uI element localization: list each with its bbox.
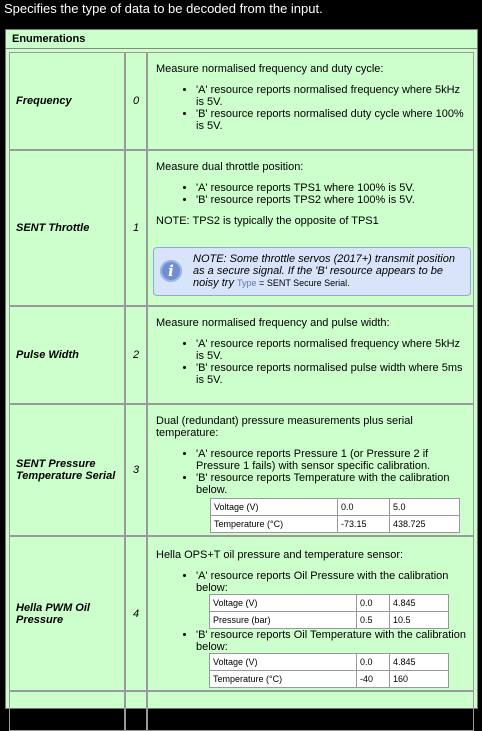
list-item: • 'A' resource reports Pressure 1 (or Pressure 2 if Pressure 1 fails) with sensor specific calibration. bbox=[196, 448, 467, 472]
table-row bbox=[9, 52, 474, 150]
table-row bbox=[9, 404, 474, 536]
table-row bbox=[9, 691, 474, 731]
note-text: NOTE: Some throttle servos (2017+) transmit position as a secure signal. If the 'B' resource appears to be noisy try bbox=[193, 253, 455, 289]
table-cell: 5.0 bbox=[390, 499, 460, 516]
info-icon: i bbox=[160, 260, 182, 282]
calibration-table bbox=[209, 653, 449, 688]
table-cell: -73.15 bbox=[338, 516, 390, 533]
table-cell: 4.845 bbox=[390, 654, 449, 671]
description-intro: Hella OPS+T oil pressure and temperature sensor: bbox=[156, 549, 404, 561]
note-equals: = bbox=[256, 278, 267, 288]
note-end: . bbox=[347, 278, 350, 288]
enum-name: Hella PWM Oil Pressure bbox=[16, 601, 90, 626]
list-item: • 'B' resource reports normalised duty cycle where 100% is 5V. bbox=[196, 108, 467, 132]
table-cell: 0.0 bbox=[357, 654, 390, 671]
table-cell: Temperature (°C) bbox=[210, 671, 357, 688]
note-value: SENT Secure Serial bbox=[266, 278, 348, 288]
calibration-table bbox=[210, 498, 460, 533]
table-cell: 160 bbox=[390, 671, 449, 688]
table-cell: 0.0 bbox=[338, 499, 390, 516]
enum-name: Frequency bbox=[16, 95, 72, 107]
table-cell: 0.0 bbox=[357, 595, 390, 612]
table-cell: Voltage (V) bbox=[211, 499, 338, 516]
enum-name: SENT Throttle bbox=[16, 222, 90, 234]
table-cell: 438.725 bbox=[390, 516, 460, 533]
description-intro: Measure dual throttle position: bbox=[156, 161, 304, 173]
table-row bbox=[9, 536, 474, 691]
enum-value: 0 bbox=[132, 95, 140, 107]
list-item: • 'B' resource reports TPS2 where 100% is 5V. bbox=[196, 194, 467, 206]
table-row bbox=[9, 150, 474, 306]
table-cell: 10.5 bbox=[390, 612, 449, 629]
table-cell: 0.5 bbox=[357, 612, 390, 629]
table-cell: Voltage (V) bbox=[210, 595, 357, 612]
description-intro: Measure normalised frequency and duty cycle: bbox=[156, 63, 384, 75]
enum-value: 2 bbox=[132, 349, 140, 361]
enum-value: 3 bbox=[132, 464, 140, 476]
enumerations-table bbox=[5, 29, 478, 709]
description-intro: Dual (redundant) pressure measurements plus serial temperature: bbox=[156, 415, 413, 439]
table-row bbox=[9, 306, 474, 404]
list-item: • 'B' resource reports Oil Temperature with the calibration below: Voltage (V) 0.0 4.845 Temperature (°C) -40 160 bbox=[196, 629, 467, 688]
page-description: Specifies the type of data to be decoded from the input. bbox=[4, 1, 323, 16]
table-cell: Pressure (bar) bbox=[210, 612, 357, 629]
enum-value: 1 bbox=[132, 222, 140, 234]
enum-name: SENT Pressure Temperature Serial bbox=[16, 458, 116, 482]
calibration-table bbox=[209, 594, 449, 629]
description-intro: Measure normalised frequency and pulse width: bbox=[156, 317, 390, 329]
list-item: • 'A' resource reports normalised frequency where 5kHz is 5V. bbox=[196, 84, 467, 108]
enum-value: 4 bbox=[132, 607, 140, 620]
list-item: • 'A' resource reports TPS1 where 100% is 5V. bbox=[196, 182, 467, 194]
list-item: • 'B' resource reports Temperature with the calibration below. bbox=[196, 472, 467, 496]
description-note: NOTE: TPS2 is typically the opposite of TPS1 bbox=[156, 215, 379, 227]
table-cell: 4.845 bbox=[390, 595, 449, 612]
type-link[interactable]: Type bbox=[237, 278, 257, 288]
table-cell: Voltage (V) bbox=[210, 654, 357, 671]
table-title: Enumerations bbox=[6, 30, 477, 49]
table-cell: Temperature (°C) bbox=[211, 516, 338, 533]
table-cell: -40 bbox=[357, 671, 390, 688]
enum-name: Pulse Width bbox=[16, 349, 79, 361]
list-item: • 'A' resource reports Oil Pressure with the calibration below: Voltage (V) 0.0 4.845 Pressure (bar) 0.5 10.5 bbox=[196, 570, 467, 629]
list-item: • 'A' resource reports normalised frequency where 5kHz is 5V. bbox=[196, 338, 467, 362]
info-note bbox=[153, 247, 471, 296]
list-item: • 'B' resource reports normalised pulse width where 5ms is 5V. bbox=[196, 362, 467, 386]
